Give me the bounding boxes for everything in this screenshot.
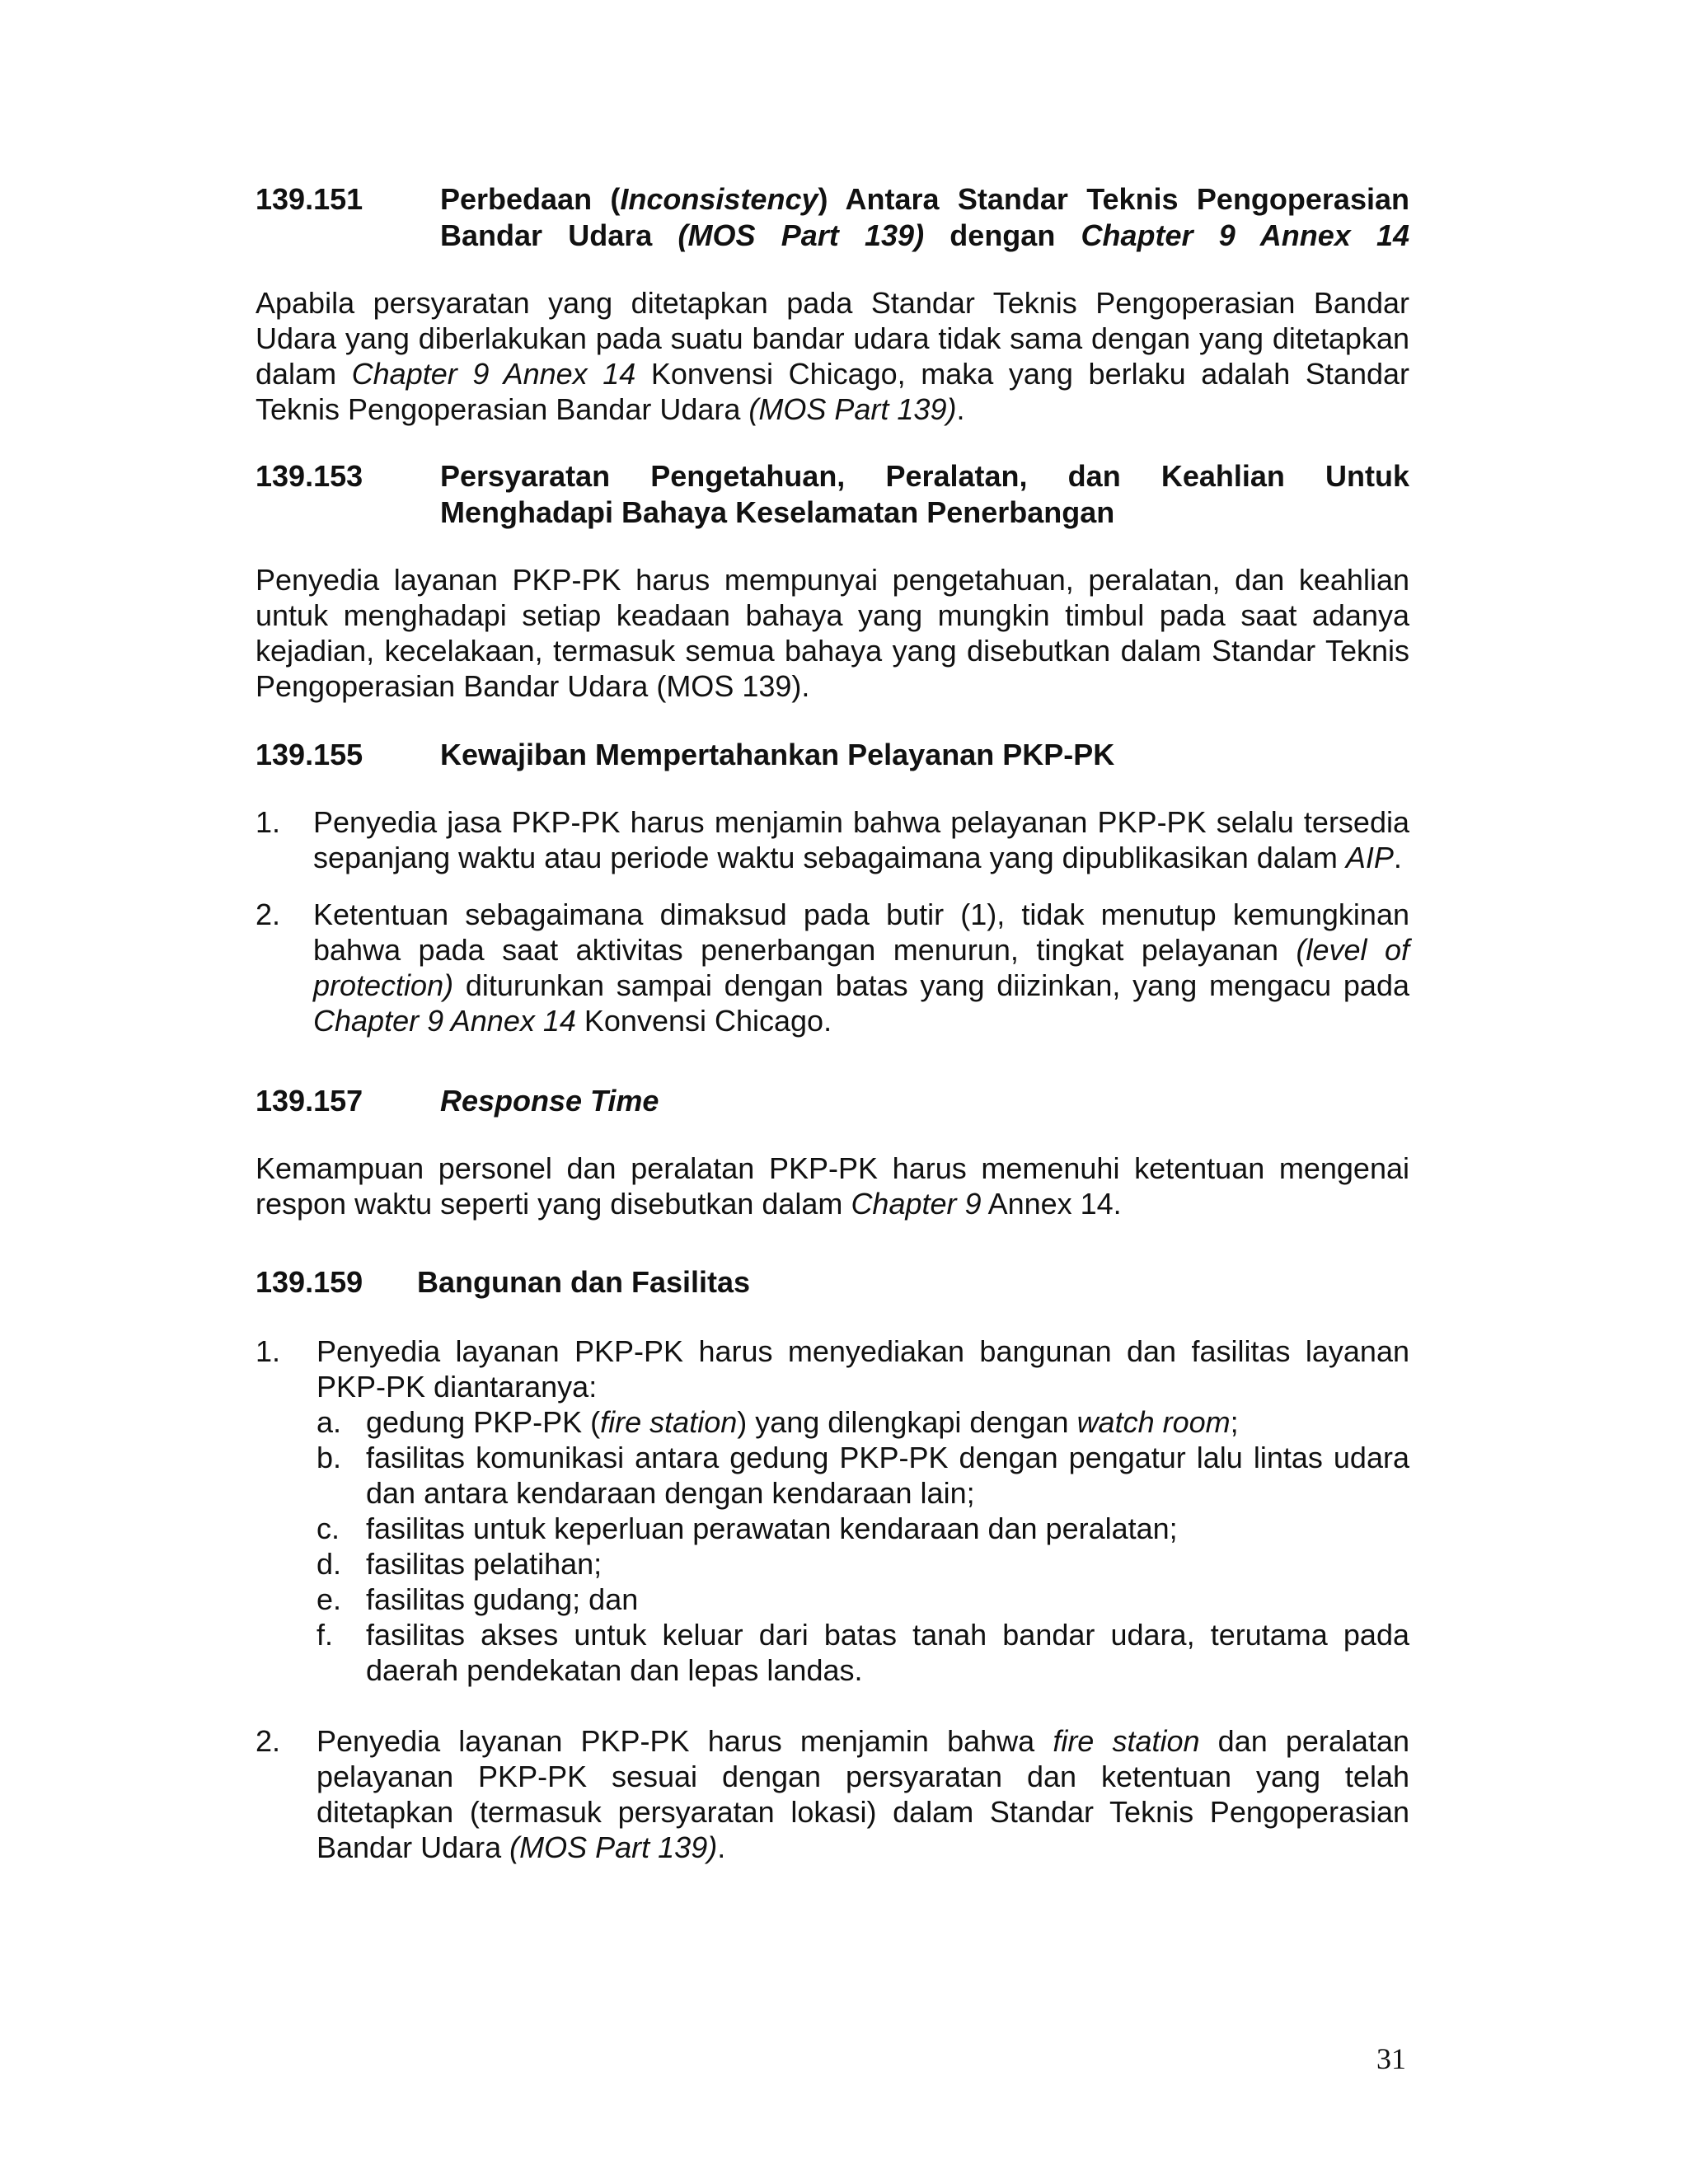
sub-list-item-text: fasilitas komunikasi antara gedung PKP-PK dengan pengatur lalu lintas udara dan antara kendaraan dengan kendaraan lain; (366, 1441, 1409, 1510)
list-item-text: Penyedia layanan PKP-PK harus menyediakan bangunan dan fasilitas layanan PKP-PK diantaranya: (316, 1334, 1409, 1404)
list-marker: 2. (256, 898, 281, 931)
section-number: 139.153 (256, 459, 363, 493)
sub-list-marker: e. (316, 1582, 342, 1616)
sub-list-item-text: gedung PKP-PK (fire station) yang dilengkapi dengan watch room; (366, 1405, 1239, 1439)
section-heading (256, 737, 1409, 773)
list-item (256, 897, 1409, 1038)
sub-list-marker: d. (316, 1547, 342, 1581)
list-item (256, 1333, 1409, 1688)
section-title: Response Time (440, 1084, 659, 1118)
sub-list-item (316, 1440, 1409, 1511)
section-heading (256, 1264, 1409, 1301)
list-marker: 1. (256, 805, 281, 839)
list-marker: 1. (256, 1334, 281, 1368)
section-number: 139.157 (256, 1084, 363, 1118)
section-139-153 (256, 458, 1409, 704)
sub-list-item (316, 1546, 1409, 1582)
section-title: Kewajiban Mempertahankan Pelayanan PKP-PK (440, 738, 1115, 771)
numbered-list (256, 804, 1409, 1038)
sub-list-item (316, 1617, 1409, 1688)
sub-list-item-text: fasilitas gudang; dan (366, 1582, 639, 1616)
sub-list-item (316, 1511, 1409, 1546)
sub-list-item-text: fasilitas untuk keperluan perawatan kendaraan dan peralatan; (366, 1511, 1178, 1545)
sub-list-item-text: fasilitas pelatihan; (366, 1547, 603, 1581)
sub-list-marker: b. (316, 1441, 342, 1474)
section-heading (256, 181, 1409, 254)
section-paragraph: Penyedia layanan PKP-PK harus mempunyai pengetahuan, peralatan, dan keahlian untuk menghadapi setiap keadaan bahaya yang mungkin timbul pada saat adanya kejadian, kecelakaan, termasuk semua bahaya yang disebutkan dalam Standar Teknis Pengoperasian Bandar Udara (MOS 139). (256, 563, 1409, 703)
section-139-155 (256, 737, 1409, 1038)
section-title: Bangunan dan Fasilitas (417, 1265, 751, 1299)
sub-list-item (316, 1582, 1409, 1617)
sub-list-marker: f. (316, 1618, 334, 1652)
list-item-text: Penyedia jasa PKP-PK harus menjamin bahwa pelayanan PKP-PK selalu tersedia sepanjang waktu atau periode waktu sebagaimana yang dipublikasikan dalam AIP. (313, 805, 1409, 874)
section-number: 139.151 (256, 182, 363, 216)
list-item-text: Ketentuan sebagaimana dimaksud pada butir (1), tidak menutup kemungkinan bahwa pada saat aktivitas penerbangan menurun, tingkat pelayanan (level of protection) diturunkan sampai dengan batas yang diizinkan, yang mengacu pada Chapter 9 Annex 14 Konvensi Chicago. (313, 898, 1409, 1038)
list-marker: 2. (256, 1724, 281, 1758)
section-number: 139.159 (256, 1265, 363, 1299)
list-item-body (316, 1333, 1409, 1688)
section-paragraph: Kemampuan personel dan peralatan PKP-PK harus memenuhi ketentuan mengenai respon waktu seperti yang disebutkan dalam Chapter 9 Annex 14. (256, 1151, 1409, 1221)
list-item (256, 804, 1409, 875)
section-139-151 (256, 181, 1409, 427)
section-title: Persyaratan Pengetahuan, Peralatan, dan Keahlian Untuk Menghadapi Bahaya Keselamatan Penerbangan (440, 459, 1409, 529)
section-139-159 (256, 1264, 1409, 1865)
sub-list-marker: c. (316, 1511, 340, 1545)
section-139-157 (256, 1083, 1409, 1221)
section-heading (256, 1083, 1409, 1119)
page-number: 31 (1376, 2042, 1406, 2075)
section-heading (256, 458, 1409, 531)
sub-list-item-text: fasilitas akses untuk keluar dari batas tanah bandar udara, terutama pada daerah pendekatan dan lepas landas. (366, 1618, 1409, 1687)
sub-list-item (316, 1404, 1409, 1440)
list-item-text: Penyedia layanan PKP-PK harus menjamin bahwa fire station dan peralatan pelayanan PKP-PK sesuai dengan persyaratan dan ketentuan yang telah ditetapkan (termasuk persyaratan lokasi) dalam Standar Teknis Pengoperasian Bandar Udara (MOS Part 139). (316, 1724, 1409, 1864)
section-number: 139.155 (256, 738, 363, 771)
document-page (256, 181, 1409, 1865)
list-item (256, 1723, 1409, 1865)
numbered-list (256, 1333, 1409, 1865)
section-paragraph: Apabila persyaratan yang ditetapkan pada Standar Teknis Pengoperasian Bandar Udara yang diberlakukan pada suatu bandar udara tidak sama dengan yang ditetapkan dalam Chapter 9 Annex 14 Konvensi Chicago, maka yang berlaku adalah Standar Teknis Pengoperasian Bandar Udara (MOS Part 139). (256, 286, 1409, 426)
section-title: Perbedaan (Inconsistency) Antara Standar Teknis Pengoperasian Bandar Udara (MOS Part 139) dengan Chapter 9 Annex 14 (440, 182, 1410, 252)
sub-list-marker: a. (316, 1405, 342, 1439)
